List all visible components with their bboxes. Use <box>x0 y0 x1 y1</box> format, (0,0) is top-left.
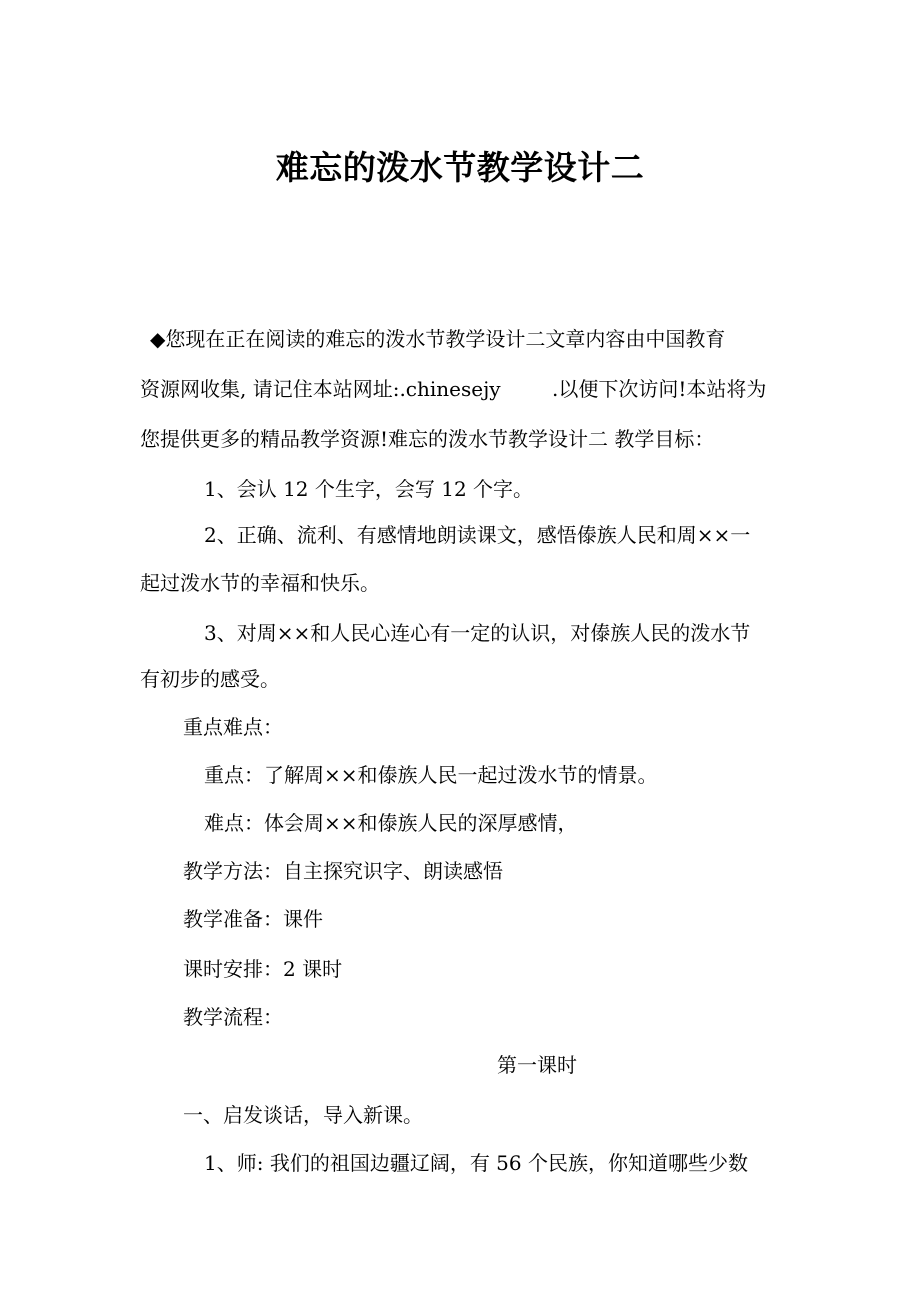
keypoint-focus: 重点：了解周××和傣族人民一起过泼水节的情景。 <box>204 763 658 787</box>
intro-line-2b: .以便下次访问!本站将为 <box>552 377 767 401</box>
keypoints-heading: 重点难点： <box>183 715 283 739</box>
lesson-heading: 第一课时 <box>497 1053 577 1077</box>
teaching-method: 教学方法：自主探究识字、朗读感悟 <box>183 859 503 883</box>
teaching-prep: 教学准备：课件 <box>183 907 323 931</box>
lesson-schedule: 课时安排：2 课时 <box>183 957 343 981</box>
intro-line-1: ◆您现在正在阅读的难忘的泼水节教学设计二文章内容由中国教育 <box>150 327 726 351</box>
document-title: 难忘的泼水节教学设计二 <box>275 148 645 187</box>
keypoint-difficulty: 难点：体会周××和傣族人民的深厚感情， <box>204 811 578 835</box>
goal-3-line-1: 3、对周××和人民心连心有一定的认识，对傣族人民的泼水节 <box>204 621 751 645</box>
goal-2-line-1: 2、正确、流利、有感情地朗读课文，感悟傣族人民和周××一 <box>204 523 751 547</box>
goal-2-line-2: 起过泼水节的幸福和快乐。 <box>140 571 380 595</box>
intro-line-2a: 资源网收集, 请记住本站网址:.chinesejy <box>140 377 501 401</box>
section-1-heading: 一、启发谈话，导入新课。 <box>183 1103 423 1127</box>
goal-3-line-2: 有初步的感受。 <box>140 667 280 691</box>
section-1-item-1: 1、师: 我们的祖国边疆辽阔，有 56 个民族，你知道哪些少数 <box>204 1151 748 1175</box>
teaching-flow: 教学流程： <box>183 1005 283 1029</box>
goal-1: 1、会认 12 个生字，会写 12 个字。 <box>204 477 534 501</box>
intro-line-3: 您提供更多的精品教学资源!难忘的泼水节教学设计二 教学目标： <box>140 427 715 451</box>
